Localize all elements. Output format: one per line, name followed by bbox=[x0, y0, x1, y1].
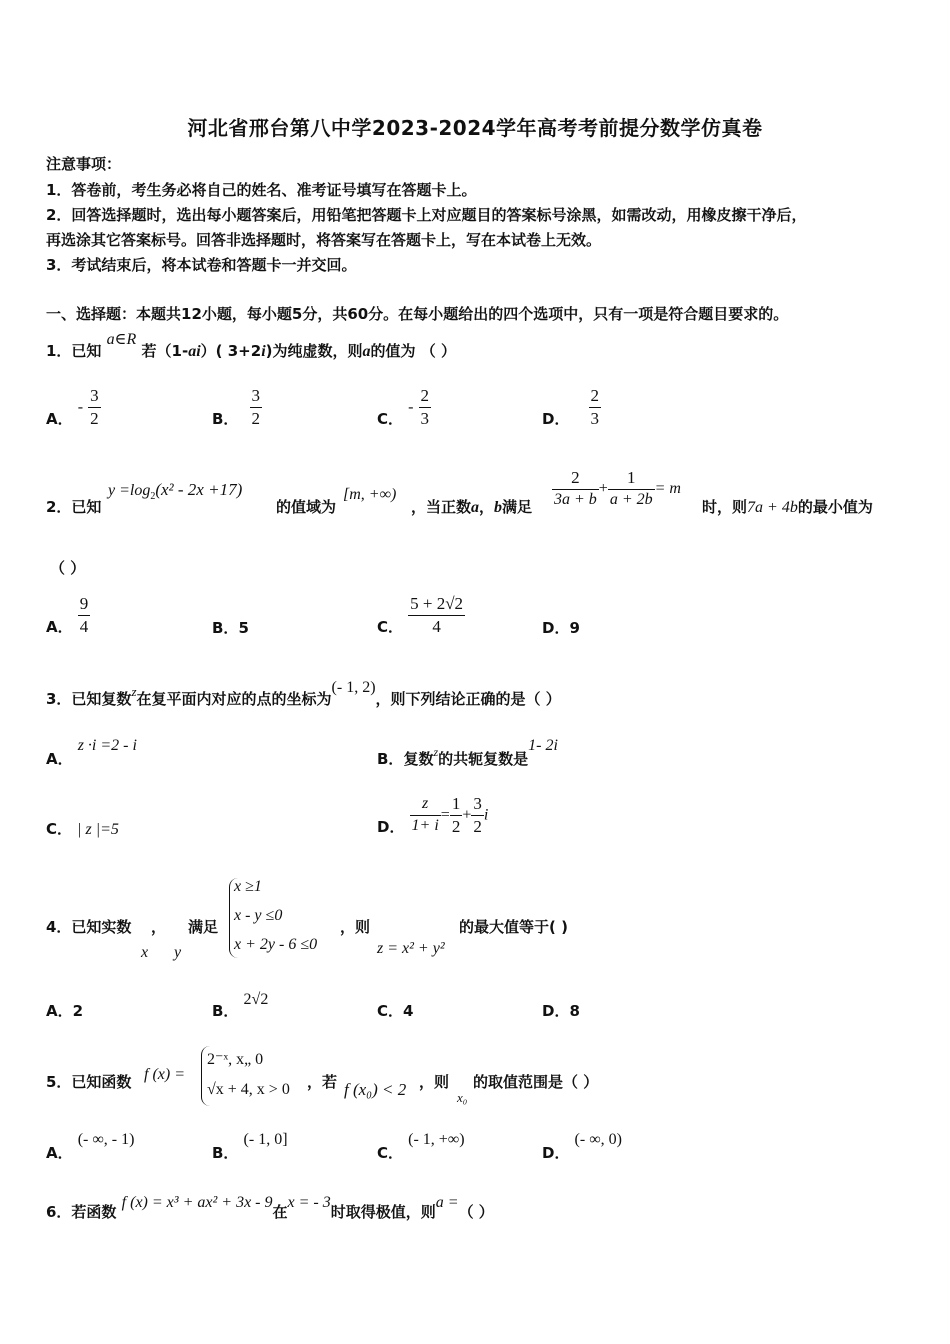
option-fraction-1 bbox=[410, 795, 441, 835]
q3-text2: ，则下列结论正确的是（ ） bbox=[375, 690, 561, 708]
question-6 bbox=[46, 1194, 494, 1222]
option-label: B． bbox=[212, 409, 239, 428]
option-value: 8 bbox=[569, 1002, 580, 1020]
page-title: 河北省邢台第八中学2023-2024学年高考考前提分数学仿真卷 bbox=[187, 116, 763, 140]
option-label: A． bbox=[46, 617, 73, 636]
denominator: 1+ i bbox=[411, 816, 439, 834]
option-label: B． bbox=[212, 1144, 239, 1162]
q2-text4: 时，则 bbox=[702, 498, 748, 516]
q4-constraint-2: x - y ≤0 bbox=[234, 907, 283, 924]
q1-text1: 若（1- bbox=[141, 342, 189, 360]
option-fraction bbox=[408, 594, 465, 636]
q5-option-a bbox=[46, 1128, 135, 1162]
option-label: A． bbox=[46, 409, 73, 428]
q4-text3: 的最大值等于( ) bbox=[459, 918, 568, 936]
q4-text1: 满足 bbox=[188, 918, 219, 936]
numerator: 9 bbox=[79, 594, 89, 613]
q5-option-c bbox=[377, 1128, 465, 1162]
option-value: | z |=5 bbox=[77, 821, 119, 838]
q6-num: 6．若函数 bbox=[46, 1203, 117, 1221]
q3-option-b bbox=[377, 734, 558, 768]
question-2 bbox=[46, 470, 102, 516]
denominator: 3 bbox=[420, 408, 430, 428]
q2-text1: 的值域为 bbox=[276, 498, 337, 516]
denominator: 4 bbox=[79, 616, 89, 636]
denominator: 2 bbox=[451, 816, 461, 836]
q2-option-a bbox=[46, 594, 90, 636]
q4-comma: ， bbox=[151, 918, 167, 936]
option-text-1: 复数 bbox=[403, 750, 434, 768]
q5-text1: ，若 bbox=[307, 1073, 338, 1091]
option-fraction bbox=[88, 386, 101, 428]
q4-constraint-3: x + 2y - 6 ≤0 bbox=[234, 936, 318, 953]
option-label: C． bbox=[377, 1144, 404, 1162]
q2-paren: （ ） bbox=[50, 559, 86, 577]
option-label: C． bbox=[377, 1002, 404, 1020]
q2-func: y =log bbox=[108, 482, 151, 499]
option-label: A． bbox=[46, 750, 73, 768]
q2-function bbox=[108, 480, 242, 502]
q4-x: x bbox=[141, 944, 149, 961]
option-value: 9 bbox=[569, 619, 580, 637]
q4-option-c bbox=[377, 1000, 413, 1021]
option-z: z bbox=[433, 745, 439, 759]
q4-text2: ，则 bbox=[340, 918, 371, 936]
option-value: 2 bbox=[72, 1002, 84, 1020]
q5-f: f (x) = bbox=[144, 1066, 185, 1083]
option-label: D． bbox=[542, 409, 570, 428]
q5-text2: ，则 bbox=[419, 1073, 450, 1091]
q5-text3: 的取值范围是（ ） bbox=[473, 1073, 599, 1091]
q6-text3: （ ） bbox=[458, 1203, 494, 1221]
q2-text2: ，当正数 bbox=[411, 498, 472, 516]
q2-option-c bbox=[377, 594, 465, 636]
option-value: (- 1, 0] bbox=[243, 1131, 288, 1148]
numerator: 3 bbox=[90, 386, 99, 405]
q2-comma: ， bbox=[479, 498, 495, 516]
option-label: C． bbox=[377, 617, 404, 636]
option-label: B． bbox=[212, 1002, 239, 1020]
notice-item-1: 1．答卷前，考生务必将自己的姓名、准考证号填写在答题卡上。 bbox=[46, 181, 477, 199]
q2-equation bbox=[552, 468, 681, 509]
q2-b: b bbox=[494, 499, 503, 516]
q4-y: y bbox=[174, 944, 182, 961]
option-value: z ·i =2 - i bbox=[77, 737, 137, 754]
option-value: 2√2 bbox=[243, 991, 269, 1008]
notice-item-3: 3．考试结束后，将本试卷和答题卡一并交回。 bbox=[46, 256, 357, 274]
option-fraction bbox=[589, 386, 602, 428]
option-sign: - bbox=[77, 398, 84, 416]
numerator: 3 bbox=[251, 386, 261, 405]
numerator: z bbox=[422, 795, 429, 813]
notice-item-2: 2．回答选择题时，选出每小题答案后，用铅笔把答题卡上对应题目的答案标号涂黑，如需改动，用橡皮擦干净后， bbox=[46, 206, 807, 224]
option-label: D． bbox=[542, 1144, 570, 1162]
option-sign: - bbox=[408, 398, 414, 416]
option-label: B． bbox=[212, 619, 239, 637]
notice-item-2-cont: 再选涂其它答案标号。回答非选择题时，将答案写在答题卡上，写在本试卷上无效。 bbox=[46, 231, 602, 249]
option-label: C． bbox=[377, 409, 404, 428]
option-text-2: 的共轭复数是 bbox=[438, 750, 529, 768]
option-plus: + bbox=[462, 806, 472, 824]
q4-num: 4．已知实数 bbox=[46, 918, 132, 936]
q2-eq: = m bbox=[654, 479, 681, 497]
q3-option-a bbox=[46, 734, 137, 768]
numerator: 3 bbox=[473, 794, 482, 813]
q4-option-a bbox=[46, 1000, 83, 1021]
q2-option-d bbox=[542, 617, 580, 638]
option-eq: = bbox=[440, 806, 450, 824]
question-3 bbox=[46, 679, 561, 709]
denominator: 4 bbox=[432, 616, 441, 636]
denominator: 3 bbox=[590, 408, 600, 428]
q4-option-d bbox=[542, 1000, 580, 1021]
denominator: 2 bbox=[251, 408, 261, 428]
q6-text1: 在 bbox=[272, 1203, 288, 1221]
option-fraction bbox=[419, 386, 432, 428]
q2-num: 2．已知 bbox=[46, 498, 102, 516]
q2-text3: 满足 bbox=[502, 498, 533, 516]
option-label: A． bbox=[46, 1002, 73, 1020]
q1-option-b bbox=[212, 386, 262, 428]
q1-text3: )为纯虚数，则 bbox=[265, 342, 363, 360]
q6-text2: 时取得极值，则 bbox=[330, 1203, 436, 1221]
numerator: 1 bbox=[451, 794, 461, 813]
option-value: 5 bbox=[238, 619, 249, 637]
option-label: D． bbox=[542, 1002, 570, 1020]
q5-option-b bbox=[212, 1128, 288, 1162]
option-label: B． bbox=[377, 750, 404, 768]
q4-z: z = x² + y² bbox=[377, 940, 445, 957]
option-value: 1- 2i bbox=[528, 737, 558, 754]
q2-a: a bbox=[471, 499, 480, 516]
q6-a: a = bbox=[435, 1194, 459, 1211]
question-1 bbox=[46, 331, 456, 361]
q5-x0: x₀ bbox=[457, 1090, 468, 1105]
q1-i: i bbox=[261, 343, 266, 360]
q2-plus: + bbox=[598, 479, 608, 497]
q5-option-d bbox=[542, 1128, 622, 1162]
option-value: (- ∞, - 1) bbox=[77, 1131, 135, 1148]
option-fraction-2 bbox=[450, 794, 463, 836]
numerator: 5 + 2√2 bbox=[410, 594, 464, 613]
q3-option-d bbox=[377, 794, 488, 836]
numerator: 1 bbox=[626, 468, 636, 487]
option-label: A． bbox=[46, 1144, 73, 1162]
option-fraction bbox=[78, 594, 91, 636]
q5-num: 5．已知函数 bbox=[46, 1073, 132, 1091]
numerator: 2 bbox=[590, 386, 600, 405]
q4-option-b bbox=[212, 988, 269, 1020]
q1-ai: ai bbox=[188, 343, 201, 360]
option-fraction bbox=[250, 386, 263, 428]
denominator: a + 2b bbox=[609, 490, 653, 508]
q1-option-a bbox=[46, 386, 101, 428]
q4-constraint-1: x ≥1 bbox=[234, 878, 262, 895]
denominator: 3a + b bbox=[554, 490, 597, 508]
q1-a: a bbox=[362, 343, 371, 360]
q2-base: 2 bbox=[150, 491, 156, 503]
option-label: D． bbox=[377, 817, 405, 836]
option-value: (- 1, +∞) bbox=[408, 1131, 465, 1148]
option-value: (- ∞, 0) bbox=[574, 1131, 622, 1148]
denominator: 2 bbox=[473, 816, 482, 836]
q5-case-1: 2⁻ˣ, x„ 0 bbox=[207, 1051, 264, 1068]
q1-option-c bbox=[377, 386, 431, 428]
q6-at: x = - 3 bbox=[287, 1194, 331, 1211]
q3-text1: 在复平面内对应的点的坐标为 bbox=[136, 690, 332, 708]
q1-option-d bbox=[542, 386, 601, 428]
q1-num: 1．已知 bbox=[46, 342, 102, 360]
q2-option-b bbox=[212, 617, 249, 638]
q2-text5: 的最小值为 bbox=[797, 498, 873, 516]
option-fraction-3 bbox=[471, 794, 484, 836]
q2-fraction-2 bbox=[608, 468, 655, 509]
q6-f: f (x) = x³ + ax² + 3x - 9 bbox=[121, 1194, 273, 1211]
q2-arg: (x² - 2x +17) bbox=[155, 480, 243, 499]
q1-text4: 的值为 （ ） bbox=[370, 342, 456, 360]
numerator: 2 bbox=[420, 386, 430, 405]
option-label: D． bbox=[542, 619, 570, 637]
q1-text2: ）( 3+2 bbox=[200, 342, 262, 360]
q3-num: 3．已知复数 bbox=[46, 690, 132, 708]
option-value: 4 bbox=[403, 1002, 414, 1020]
q5-cond: f (x₀) < 2 bbox=[344, 1080, 407, 1099]
section-heading: 一、选择题：本题共12小题，每小题5分，共60分。在每小题给出的四个选项中，只有一项是符合题目要求的。 bbox=[46, 305, 789, 323]
q5-case-2: √x + 4, x > 0 bbox=[207, 1081, 290, 1098]
q2-tail bbox=[702, 496, 873, 517]
q3-option-c bbox=[46, 818, 119, 839]
q2-condition-text bbox=[411, 496, 532, 517]
q2-fraction-1 bbox=[552, 468, 599, 509]
denominator: 2 bbox=[90, 408, 99, 428]
notice-heading: 注意事项： bbox=[46, 155, 122, 173]
q2-range: [m, +∞) bbox=[343, 486, 397, 503]
option-i: i bbox=[483, 806, 489, 824]
q2-expr: 7a + 4b bbox=[747, 499, 798, 516]
option-label: C． bbox=[46, 820, 73, 838]
q3-z: z bbox=[131, 684, 137, 699]
q3-coord: (- 1, 2) bbox=[331, 679, 376, 696]
q1-cond: a∈R bbox=[106, 331, 137, 348]
numerator: 2 bbox=[571, 468, 580, 487]
